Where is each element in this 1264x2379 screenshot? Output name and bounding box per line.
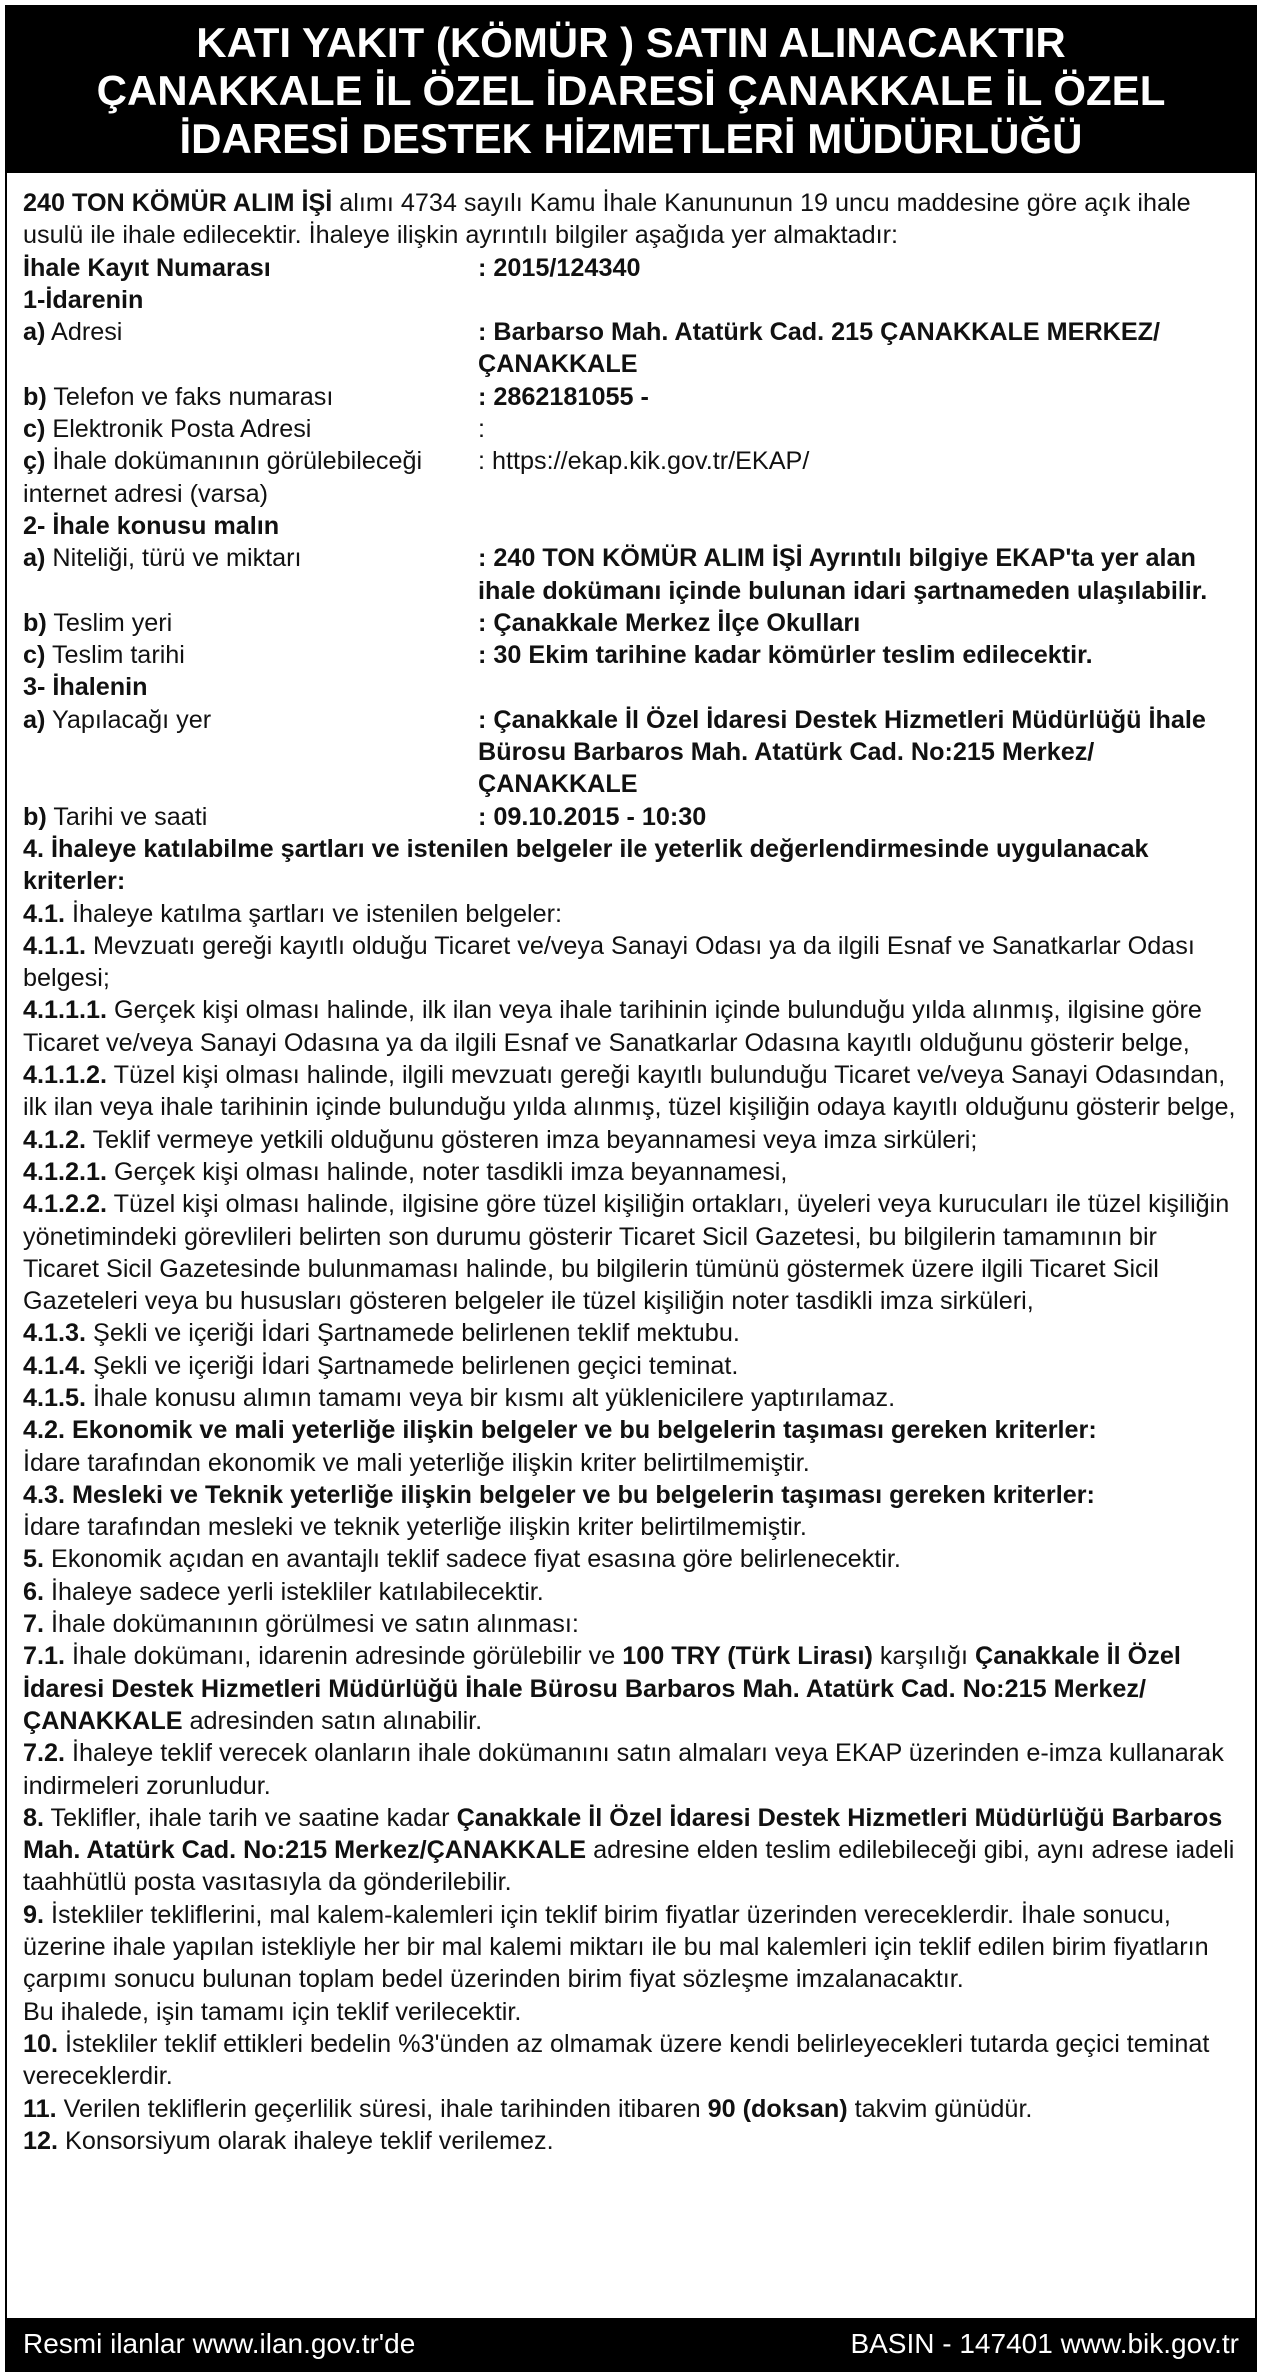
s9-note: Bu ihalede, işin tamamı için teklif verilecektir. bbox=[23, 1997, 522, 2026]
s7-1-text-2: karşılığı bbox=[872, 1642, 976, 1671]
s4-1-5-key: 4.1.5. bbox=[23, 1383, 87, 1412]
s4-3-heading: 4.3. Mesleki ve Teknik yeterliğe ilişkin belgeler ve bu belgelerin taşıması gereken kriterler: bbox=[23, 1480, 1095, 1509]
s1-b-row bbox=[23, 381, 1239, 413]
s6-text: İhaleye sadece yerli istekliler katılabilecektir. bbox=[44, 1577, 544, 1606]
s4-1-1-1 bbox=[23, 994, 1239, 1059]
kayit-value: : 2015/124340 bbox=[478, 253, 641, 282]
s10-text: İstekliler teklif ettikleri bedelin %3'ünden az olmamak üzere kendi belirleyecekleri tutarda geçici teminat vereceklerdir. bbox=[23, 2029, 1210, 2091]
s4-1-2-1 bbox=[23, 1156, 1239, 1188]
s2-b-label: Teslim yeri bbox=[46, 608, 173, 637]
s1-b-key: b) bbox=[23, 382, 47, 411]
s4-1-2-1-key: 4.1.2.1. bbox=[23, 1157, 108, 1186]
s1-c-key: c) bbox=[23, 415, 46, 444]
s4-1-2-2 bbox=[23, 1188, 1239, 1317]
s2-c-value: : 30 Ekim tarihine kadar kömürler teslim edilecektir. bbox=[478, 641, 1093, 670]
s4-1-2-1-text: Gerçek kişi olması halinde, noter tasdikli imza beyannamesi, bbox=[107, 1157, 788, 1186]
s4-1-text: İhaleye katılma şartları ve istenilen belgeler: bbox=[65, 899, 563, 928]
s7-1 bbox=[23, 1640, 1239, 1737]
kayit-label: İhale Kayıt Numarası bbox=[23, 253, 271, 282]
intro-text: alımı 4734 sayılı Kamu İhale Kanununun 19 uncu maddesine göre açık ihale usulü ile ihale edilecektir. İhaleye ilişkin ayrıntılı bilgiler aşağıda yer almaktadır: bbox=[23, 189, 1191, 250]
s4-1-2-2-key: 4.1.2.2. bbox=[23, 1190, 108, 1219]
s2-b-row bbox=[23, 607, 1239, 639]
s4-1-3-text: Şekli ve içeriği İdari Şartnamede belirlenen teklif mektubu. bbox=[86, 1319, 740, 1348]
s8-address: Çanakkale İl Özel İdaresi Destek Hizmetleri Müdürlüğü Barbaros Mah. Atatürk Cad. No:215 Merkez/ÇANAKKALE bbox=[23, 1803, 1223, 1865]
s1-a-key: a) bbox=[23, 318, 46, 347]
s9-key: 9. bbox=[23, 1900, 45, 1929]
s4-1-4-key: 4.1.4. bbox=[23, 1351, 87, 1380]
s11-text-1: Verilen tekliflerin geçerlilik süresi, ihale tarihinden itibaren bbox=[56, 2094, 708, 2123]
header-line-1: KATI YAKIT (KÖMÜR ) SATIN ALINACAKTIR bbox=[196, 19, 1066, 66]
announcement-header bbox=[7, 7, 1255, 173]
s3-a-label: Yapılacağı yer bbox=[45, 705, 212, 734]
s4-1-key: 4.1. bbox=[23, 899, 66, 928]
intro-bold: 240 TON KÖMÜR ALIM İŞİ bbox=[23, 189, 333, 217]
s4-2-heading: 4.2. Ekonomik ve mali yeterliğe ilişkin belgeler ve bu belgelerin taşıması gereken kriterler: bbox=[23, 1416, 1097, 1445]
s8-text-1: Teklifler, ihale tarih ve saatine kadar bbox=[44, 1803, 457, 1832]
s9 bbox=[23, 1899, 1239, 1996]
footer-right-text[interactable]: BASIN - 147401 www.bik.gov.tr bbox=[850, 2328, 1239, 2359]
s5 bbox=[23, 1543, 1239, 1575]
s12 bbox=[23, 2125, 1239, 2157]
s1-a-label: Adresi bbox=[45, 318, 123, 347]
s7-1-price: 100 TRY (Türk Lirası) bbox=[622, 1642, 873, 1671]
s2-a-key: a) bbox=[23, 544, 46, 573]
s4-1-5-text: İhale konusu alımın tamamı veya bir kısmı alt yüklenicilere yaptırılamaz. bbox=[86, 1383, 896, 1412]
s1-c-value: : bbox=[478, 415, 485, 444]
s12-key: 12. bbox=[23, 2126, 59, 2155]
s4-1-1-2-text: Tüzel kişi olması halinde, ilgili mevzuatı gereği kayıtlı bulunduğu Ticaret ve/veya Sanayi Odasından, ilk ilan veya ihale tarihinin içinde bulunduğu yılda alınmış, tüzel kişiliğin odaya kayıtlı olduğunu gösterir belge, bbox=[23, 1061, 1236, 1122]
s2-b-value: : Çanakkale Merkez İlçe Okulları bbox=[478, 608, 861, 637]
s3-a-value: : Çanakkale İl Özel İdaresi Destek Hizmetleri Müdürlüğü İhale Bürosu Barbaros Mah. Atatürk Cad. No:215 Merkez/ÇANAKKALE bbox=[478, 705, 1206, 799]
s11-key: 11. bbox=[23, 2094, 57, 2123]
s1-b-value: : 2862181055 - bbox=[478, 382, 649, 411]
s3-b-key: b) bbox=[23, 802, 47, 831]
s11-duration: 90 (doksan) bbox=[707, 2094, 848, 2123]
s6-key: 6. bbox=[23, 1577, 45, 1606]
s2-c-label: Teslim tarihi bbox=[45, 641, 185, 670]
s4-1-1-2 bbox=[23, 1059, 1239, 1124]
s1-d-row bbox=[23, 445, 1239, 510]
s3-title: 3- İhalenin bbox=[23, 673, 148, 702]
s7-2-text: İhaleye teklif verecek olanların ihale dokümanını satın almaları veya EKAP üzerinden e-imza kullanarak indirmeleri zorunludur. bbox=[23, 1739, 1224, 1800]
s4-1 bbox=[23, 898, 1239, 930]
s4-title: 4. İhaleye katılabilme şartları ve istenilen belgeler ile yeterlik değerlendirmesinde uygulanacak kriterler: bbox=[23, 834, 1149, 896]
s4-1-2-text: Teklif vermeye yetkili olduğunu gösteren imza beyannamesi veya imza sirküleri; bbox=[86, 1125, 978, 1154]
s7 bbox=[23, 1608, 1239, 1640]
intro-paragraph bbox=[23, 187, 1239, 252]
s3-b-row bbox=[23, 801, 1239, 833]
s11 bbox=[23, 2093, 1239, 2125]
s7-1-text-1: İhale dokümanı, idarenin adresinde görülebilir ve bbox=[65, 1642, 623, 1671]
s11-text-2: takvim günüdür. bbox=[847, 2094, 1033, 2123]
s7-2 bbox=[23, 1737, 1239, 1802]
s4-1-1-1-text: Gerçek kişi olması halinde, ilk ilan veya ihale tarihinin içinde bulunduğu yılda alınmış, ilgisine göre Ticaret ve/veya Sanayi Odasına ya da ilgili Esnaf ve Sanatkarlar Odasına kayıtlı olduğunu gösterir belge, bbox=[23, 996, 1202, 1057]
s4-1-4 bbox=[23, 1350, 1239, 1382]
s5-key: 5. bbox=[23, 1545, 45, 1574]
s4-1-1-1-key: 4.1.1.1. bbox=[23, 996, 108, 1025]
s4-3-text: İdare tarafından mesleki ve teknik yeterliğe ilişkin kriter belirtilmemiştir. bbox=[23, 1513, 807, 1542]
s7-1-key: 7.1. bbox=[23, 1642, 66, 1671]
s4-1-3-key: 4.1.3. bbox=[23, 1319, 87, 1348]
s4-1-4-text: Şekli ve içeriği İdari Şartnamede belirlenen geçici teminat. bbox=[86, 1351, 739, 1380]
s3-b-label: Tarihi ve saati bbox=[46, 802, 208, 831]
s1-b-label: Telefon ve faks numarası bbox=[46, 382, 334, 411]
s2-b-key: b) bbox=[23, 608, 47, 637]
s1-a-value: : Barbarso Mah. Atatürk Cad. 215 ÇANAKKALE MERKEZ/ÇANAKKALE bbox=[478, 318, 1161, 379]
s1-c-row bbox=[23, 413, 1239, 445]
s7-text: İhale dokümanının görülmesi ve satın alınması: bbox=[44, 1610, 579, 1639]
s1-d-label: İhale dokümanının görülebileceği internet adresi (varsa) bbox=[23, 447, 423, 508]
s4-1-5 bbox=[23, 1382, 1239, 1414]
header-line-3: İDARESİ DESTEK HİZMETLERİ MÜDÜRLÜĞÜ bbox=[179, 115, 1083, 162]
s2-a-label: Niteliği, türü ve miktarı bbox=[45, 544, 302, 573]
s12-text: Konsorsiyum olarak ihaleye teklif verilemez. bbox=[58, 2126, 554, 2155]
s4-1-1-text: Mevzuatı gereği kayıtlı olduğu Ticaret ve/veya Sanayi Odası ya da ilgili Esnaf ve Sanatkarlar Odası belgesi; bbox=[23, 931, 1195, 993]
s10 bbox=[23, 2028, 1239, 2093]
kayit-row bbox=[23, 252, 1239, 284]
header-line-2: ÇANAKKALE İL ÖZEL İDARESİ ÇANAKKALE İL ÖZEL bbox=[96, 67, 1166, 114]
s4-1-1-2-key: 4.1.1.2. bbox=[23, 1061, 108, 1090]
footer-left-link[interactable]: Resmi ilanlar www.ilan.gov.tr'de bbox=[23, 2328, 416, 2359]
s4-2-text: İdare tarafından ekonomik ve mali yeterliğe ilişkin kriter belirtilmemiştir. bbox=[23, 1448, 810, 1477]
s2-title: 2- İhale konusu malın bbox=[23, 511, 280, 540]
s1-d-key: ç) bbox=[23, 447, 46, 476]
s2-a-row bbox=[23, 542, 1239, 607]
s4-1-1-key: 4.1.1. bbox=[23, 931, 87, 960]
s4-1-3 bbox=[23, 1317, 1239, 1349]
ekap-link[interactable]: : https://ekap.kik.gov.tr/EKAP/ bbox=[478, 447, 810, 476]
s4-1-2 bbox=[23, 1124, 1239, 1156]
s3-a-key: a) bbox=[23, 705, 46, 734]
s4-1-1 bbox=[23, 930, 1239, 995]
s2-c-key: c) bbox=[23, 641, 46, 670]
s4-1-2-2-text: Tüzel kişi olması halinde, ilgisine göre tüzel kişiliğin ortakları, üyeleri veya kurucuları ile tüzel kişiliğin yönetimindeki görevlileri belirten son durumu gösterir Ticaret Sicil Gazetesi, bu bilgilerin tamamının bir Ticaret Sicil Gazetesinde bulunmaması halinde, bu bilgilerin tümünü göstermek üzere ilgili Ticaret Sicil Gazeteleri veya bu hususları gösteren belgeler ile tüzel kişiliğin noter tasdikli imza sirküleri, bbox=[23, 1190, 1230, 1316]
s7-1-text-3: adresinden satın alınabilir. bbox=[182, 1706, 483, 1735]
s2-c-row bbox=[23, 639, 1239, 671]
s9-text: İstekliler tekliflerini, mal kalem-kalemleri için teklif birim fiyatlar üzerinden vereceklerdir. İhale sonucu, üzerine ihale yapılan istekliyle her bir mal kalemi miktarı ile bu mal kalemleri için teklif edilen birim fiyatların çarpımı sonucu bulunan toplam bedel üzerinden birim fiyat sözleşme imzalanacaktır. bbox=[23, 1900, 1209, 1994]
s10-key: 10. bbox=[23, 2029, 59, 2058]
announcement-footer bbox=[7, 2318, 1255, 2370]
s1-c-label: Elektronik Posta Adresi bbox=[45, 415, 312, 444]
s1-a-row bbox=[23, 316, 1239, 381]
s1-title: 1-İdarenin bbox=[23, 285, 144, 314]
s3-a-row bbox=[23, 704, 1239, 801]
s5-text: Ekonomik açıdan en avantajlı teklif sadece fiyat esasına göre belirlenecektir. bbox=[44, 1545, 901, 1574]
s7-1-address: Çanakkale İl Özel İdaresi Destek Hizmetleri Müdürlüğü İhale Bürosu Barbaros Mah. Atatürk Cad. No:215 Merkez/ÇANAKKALE bbox=[23, 1642, 1181, 1735]
s2-a-value: : 240 TON KÖMÜR ALIM İŞİ Ayrıntılı bilgiye EKAP'ta yer alan ihale dokümanı içinde bulunan idari şartnameden ulaşılabilir. bbox=[478, 544, 1208, 605]
announcement-frame bbox=[5, 5, 1257, 2372]
s8-key: 8. bbox=[23, 1803, 45, 1832]
s8 bbox=[23, 1802, 1239, 1899]
s3-b-value: : 09.10.2015 - 10:30 bbox=[478, 802, 707, 831]
s4-1-2-key: 4.1.2. bbox=[23, 1125, 87, 1154]
s8-text-2: adresine elden teslim edilebileceği gibi, aynı adrese iadeli taahhütlü posta vasıtasıyla da gönderilebilir. bbox=[23, 1836, 1235, 1897]
announcement-body bbox=[7, 173, 1255, 2157]
s6 bbox=[23, 1576, 1239, 1608]
s7-key: 7. bbox=[23, 1610, 45, 1639]
s7-2-key: 7.2. bbox=[23, 1739, 66, 1768]
